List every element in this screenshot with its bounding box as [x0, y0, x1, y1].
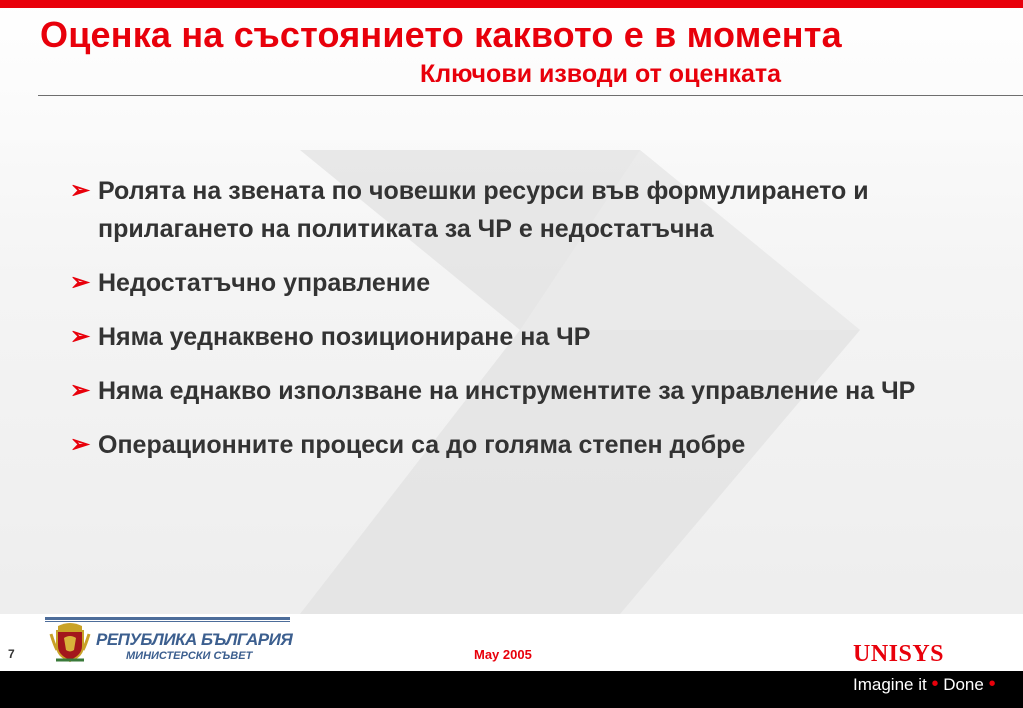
- tagline-part2: Done: [943, 675, 984, 694]
- bullet-list: [70, 172, 930, 480]
- company-tagline: [853, 673, 996, 696]
- footer-date: May 2005: [474, 647, 532, 662]
- list-item-text: Операционните процеси са до голяма степен добре: [98, 431, 746, 459]
- government-name: РЕПУБЛИКА БЪЛГАРИЯ: [96, 630, 293, 649]
- arrowhead-bullet-icon: ➢: [70, 431, 91, 458]
- arrowhead-bullet-icon: ➢: [70, 269, 91, 296]
- government-subtitle: МИНИСТЕРСКИ СЪВЕТ: [126, 650, 253, 662]
- page-number: 7: [8, 647, 15, 661]
- coat-of-arms-icon: [48, 620, 92, 664]
- list-item-text: Няма уеднаквено позициониране на ЧР: [98, 323, 591, 351]
- list-item: [70, 426, 930, 464]
- red-dot-icon: •: [988, 673, 996, 695]
- list-item-text: Няма еднакво използване на инструментите за управление на ЧР: [98, 377, 916, 405]
- page-subtitle: Ключови изводи от оценката: [420, 60, 782, 88]
- list-item-text: Ролята на звената по човешки ресурси във формулирането и прилагането на политиката за ЧР е недостатъчна: [98, 177, 869, 243]
- arrowhead-bullet-icon: ➢: [70, 177, 91, 204]
- title-divider: [38, 95, 1023, 96]
- list-item: [70, 172, 930, 248]
- list-item: [70, 372, 930, 410]
- tagline-part1: Imagine it: [853, 675, 927, 694]
- page-title: Оценка на състоянието каквото е в момента: [40, 14, 842, 55]
- red-dot-icon: •: [931, 673, 939, 695]
- arrowhead-bullet-icon: ➢: [70, 323, 91, 350]
- list-item: [70, 318, 930, 356]
- list-item: [70, 264, 930, 302]
- arrowhead-bullet-icon: ➢: [70, 377, 91, 404]
- company-logo: UNISYS: [853, 641, 945, 667]
- list-item-text: Недостатъчно управление: [98, 269, 431, 297]
